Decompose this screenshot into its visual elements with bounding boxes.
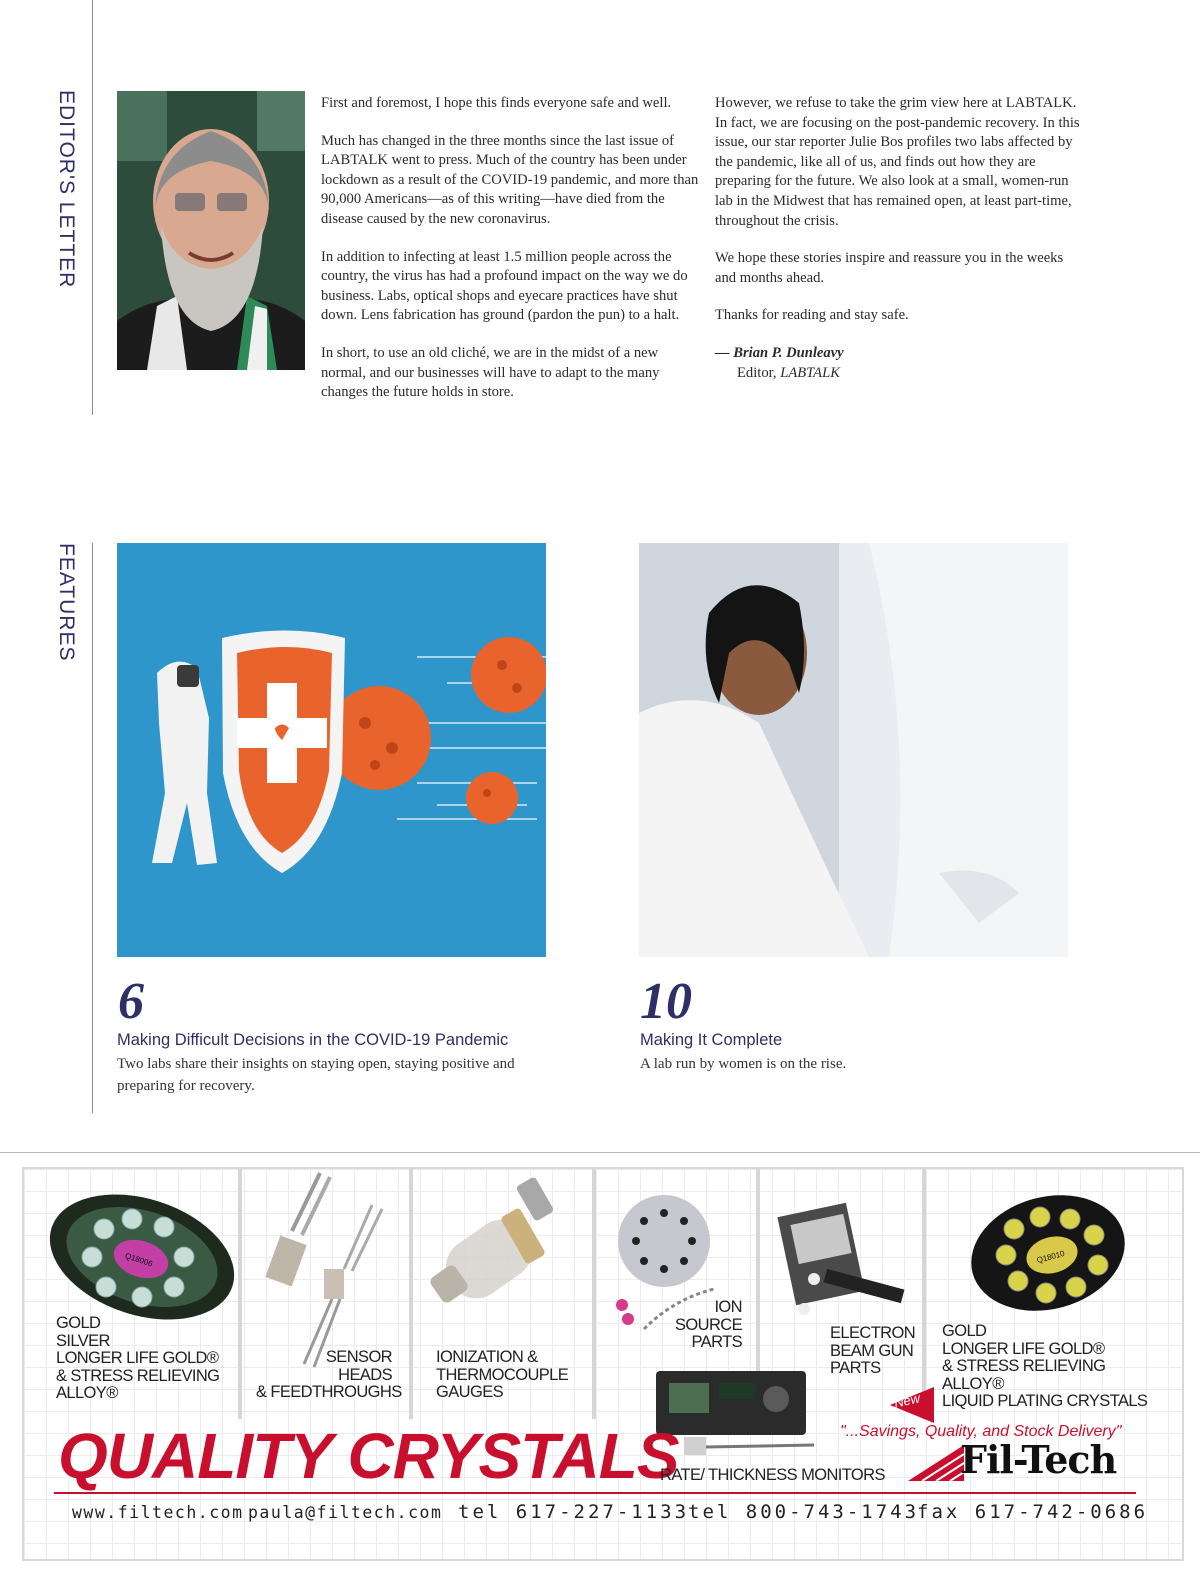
letter-column-1	[321, 94, 699, 421]
signature-title-prefix: Editor,	[737, 364, 781, 381]
signature-publication: LABTALK	[780, 364, 840, 381]
feature-2-description: A lab run by women is on the rise.	[640, 1056, 847, 1072]
feature-1-image[interactable]	[117, 543, 546, 957]
letter-column-2	[715, 94, 1081, 383]
new-badge: New	[892, 1390, 922, 1411]
crystal-label-2: Q18010	[1035, 1248, 1066, 1265]
letter-paragraph: First and foremost, I hope this finds everyone safe and well.	[321, 95, 672, 111]
filtech-brand: Fil-Tech	[960, 1437, 1117, 1482]
feature-1-title[interactable]: Making Difficult Decisions in the COVID-19 Pandemic	[117, 1031, 509, 1049]
product-gold-silver: GOLD SILVER LONGER LIFE GOLD® & STRESS RELIEVING ALLOY®	[56, 1314, 220, 1402]
section-divider	[92, 543, 93, 1113]
crystal-label-1: Q18006	[123, 1251, 154, 1269]
product-liquid-plating: GOLD LONGER LIFE GOLD® & STRESS RELIEVING ALLOY® LIQUID PLATING CRYSTALS	[942, 1322, 1148, 1410]
product-rate-monitors: RATE/ THICKNESS MONITORS	[660, 1466, 885, 1484]
ad-headline: QUALITY CRYSTALS	[58, 1420, 679, 1492]
editor-photo	[117, 91, 305, 370]
section-divider	[92, 0, 93, 415]
product-ion-source-parts: ION SOURCE PARTS	[675, 1298, 742, 1351]
signature-title	[715, 364, 1081, 384]
letter-paragraph: However, we refuse to take the grim view here at LABTALK. In fact, we are focusing on the post-pandemic recovery. In this issue, our star reporter Julie Bos profiles two labs affected by the pandemic, like all of us, and finds out how they are preparing for the future. We also look at a small, women-run lab in the Midwest that has remained open, at least part-time, throughout the crisis.	[715, 95, 1080, 229]
feature-2-page-number: 10	[640, 973, 692, 1030]
ad-website[interactable]: www.filtech.com	[72, 1503, 244, 1522]
ad-fax: fax 617-742-0686	[917, 1501, 1149, 1523]
feature-1-description: Two labs share their insights on staying open, staying positive and preparing for recovery.	[117, 1056, 515, 1094]
product-electron-beam: ELECTRON BEAM GUN PARTS	[830, 1324, 916, 1377]
feature-2-title[interactable]: Making It Complete	[640, 1031, 783, 1049]
letter-paragraph: In addition to infecting at least 1.5 million people across the country, the virus has had a profound impact on the way we do business. Labs, optical shops and eyecare practices have shut down. Lens fabrication has ground (pardon the pun) to a halt.	[321, 248, 688, 324]
ad-frame	[22, 1167, 1184, 1561]
editors-letter-label: EDITOR'S LETTER	[55, 90, 78, 289]
filtech-advertisement[interactable]	[0, 1152, 1200, 1589]
ad-email[interactable]: paula@filtech.com	[248, 1503, 443, 1522]
feature-1-page-number: 6	[118, 973, 144, 1030]
letter-paragraph: We hope these stories inspire and reassure you in the weeks and months ahead.	[715, 250, 1064, 286]
ad-tel-2[interactable]: tel 800-743-1743	[688, 1501, 920, 1523]
feature-2-image[interactable]	[639, 543, 1068, 957]
product-ionization-gauges: IONIZATION & THERMOCOUPLE GAUGES	[436, 1348, 569, 1401]
letter-paragraph: Much has changed in the three months since the last issue of LABTALK went to press. Much of the country has been under lockdown as a result of the COVID-19 pandemic, and more than 90,000 Americans—as of this writing—have died from the disease caused by the new coronavirus.	[321, 132, 699, 227]
letter-paragraph: In short, to use an old cliché, we are in the midst of a new normal, and our businesses will have to adapt to the many changes the future holds in store.	[321, 344, 660, 401]
signature-name: — Brian P. Dunleavy	[715, 344, 844, 361]
ad-rule	[54, 1492, 1136, 1494]
filtech-logo-mark	[908, 1445, 964, 1481]
product-sensor-heads: SENSOR HEADS & FEEDTHROUGHS	[256, 1348, 402, 1401]
ad-tagline: "...Savings, Quality, and Stock Delivery"	[840, 1423, 1122, 1440]
letter-paragraph: Thanks for reading and stay safe.	[715, 307, 909, 324]
ad-tel-1[interactable]: tel 617-227-1133	[458, 1501, 690, 1523]
features-label: FEATURES	[55, 543, 78, 662]
